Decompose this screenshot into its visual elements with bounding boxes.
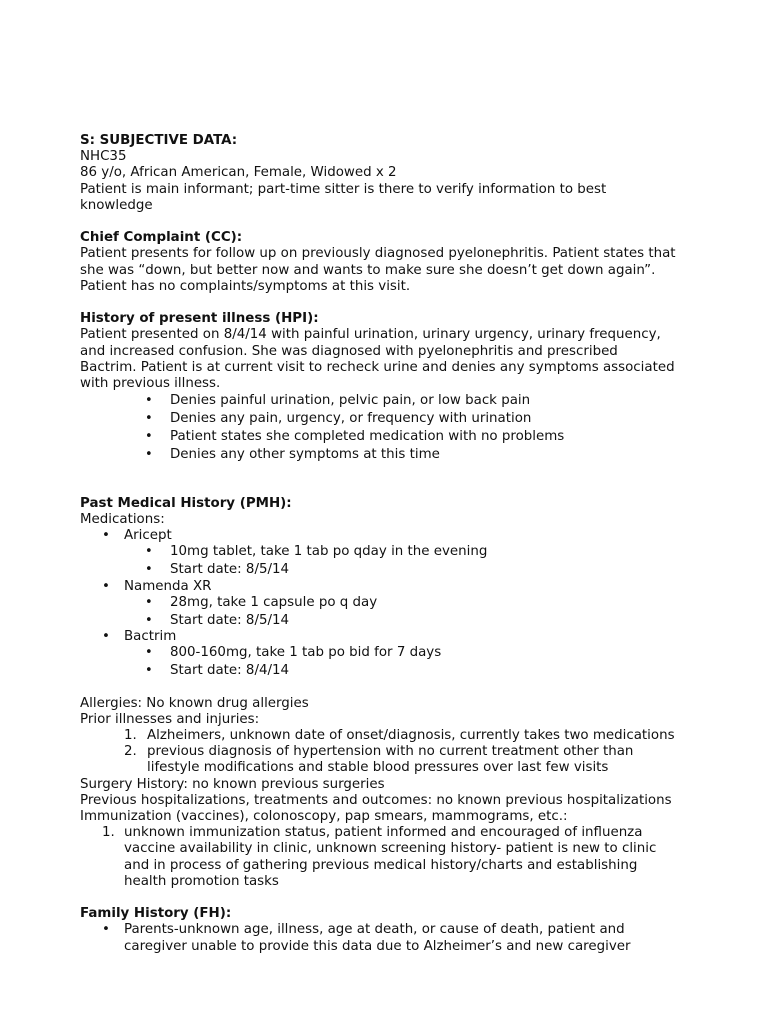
prior-illnesses-label: Prior illnesses and injuries:: [80, 711, 260, 727]
list-number: 1.: [124, 728, 137, 744]
patient-id: NHC35: [80, 149, 127, 165]
bullet-icon: •: [102, 578, 110, 594]
medication-detail: [80, 613, 720, 629]
bullet-icon: •: [145, 562, 153, 578]
hpi-heading: History of present illness (HPI):: [80, 311, 319, 327]
medication-detail: [80, 562, 720, 578]
hpi-line: and increased confusion. She was diagnosed with pyelonephritis and prescribed: [80, 343, 618, 359]
medication-item: [80, 528, 720, 544]
pmh-heading: Past Medical History (PMH):: [80, 495, 292, 511]
medications-label: Medications:: [80, 512, 165, 528]
bullet-icon: •: [102, 922, 110, 938]
hospitalizations-line: Previous hospitalizations, treatments and outcomes: no known previous hospitalizations: [80, 792, 672, 808]
immunization-item: [80, 825, 720, 890]
prior-illness-item: [80, 744, 720, 776]
medication-detail-text: Start date: 8/5/14: [170, 562, 290, 578]
list-number: 1.: [102, 825, 115, 841]
bullet-icon: •: [145, 645, 153, 661]
medication-detail: [80, 663, 720, 679]
immunization-label: Immunization (vaccines), colonoscopy, pap smears, mammograms, etc.:: [80, 809, 568, 825]
bullet-icon: •: [145, 544, 153, 560]
bullet-icon: •: [145, 663, 153, 679]
bullet-icon: •: [145, 393, 153, 409]
immunization-text: and in process of gathering previous medical history/charts and establishing: [124, 857, 638, 873]
chief-complaint-line: Patient presents for follow up on previously diagnosed pyelonephritis. Patient states that: [80, 246, 676, 262]
family-history-item: [80, 922, 720, 954]
hpi-bullet-text: Denies any pain, urgency, or frequency with urination: [170, 411, 532, 427]
hpi-bullet-item: [80, 393, 720, 409]
medication-detail-text: Start date: 8/5/14: [170, 612, 290, 628]
prior-illness-text: previous diagnosis of hypertension with no current treatment other than: [147, 744, 634, 760]
prior-illness-text: Alzheimers, unknown date of onset/diagnosis, currently takes two medications: [147, 728, 675, 744]
medication-detail: [80, 595, 720, 611]
hpi-bullet-text: Denies any other symptoms at this time: [170, 447, 440, 463]
medication-item: [80, 629, 720, 645]
hpi-line: Bactrim. Patient is at current visit to recheck urine and denies any symptoms associated: [80, 359, 675, 375]
prior-illness-text: lifestyle modifications and stable blood pressures over last few visits: [147, 760, 609, 776]
informant-line: knowledge: [80, 197, 153, 213]
hpi-line: with previous illness.: [80, 376, 221, 392]
medication-name: Aricept: [124, 528, 172, 544]
chief-complaint-heading: Chief Complaint (CC):: [80, 230, 243, 246]
medication-name: Namenda XR: [124, 578, 212, 594]
informant-line: Patient is main informant; part-time sitter is there to verify information to best: [80, 181, 607, 197]
list-number: 2.: [124, 744, 137, 760]
medication-detail: [80, 544, 720, 560]
bullet-icon: •: [102, 629, 110, 645]
allergies-line: Allergies: No known drug allergies: [80, 695, 309, 711]
bullet-icon: •: [145, 594, 153, 610]
family-history-heading: Family History (FH):: [80, 906, 232, 922]
bullet-icon: •: [145, 612, 153, 628]
bullet-icon: •: [145, 429, 153, 445]
hpi-bullet-text: Denies painful urination, pelvic pain, or low back pain: [170, 393, 531, 409]
hpi-bullet-item: [80, 447, 720, 463]
hpi-bullet-text: Patient states she completed medication with no problems: [170, 429, 565, 445]
immunization-text: unknown immunization status, patient informed and encouraged of influenza: [124, 825, 643, 841]
immunization-text: health promotion tasks: [124, 873, 279, 889]
medication-detail-text: Start date: 8/4/14: [170, 663, 290, 679]
bullet-icon: •: [102, 528, 110, 544]
medication-name: Bactrim: [124, 629, 177, 645]
document-page: [80, 133, 720, 955]
bullet-icon: •: [145, 447, 153, 463]
hpi-bullet-item: [80, 411, 720, 427]
subjective-heading: S: SUBJECTIVE DATA:: [80, 133, 238, 148]
medication-detail: [80, 645, 720, 661]
medication-detail-text: 28mg, take 1 capsule po q day: [170, 594, 378, 610]
medication-item: [80, 579, 720, 595]
family-history-text: caregiver unable to provide this data due to Alzheimer’s and new caregiver: [124, 938, 631, 954]
bullet-icon: •: [145, 411, 153, 427]
prior-illness-item: [80, 728, 720, 744]
hpi-bullet-item: [80, 429, 720, 445]
hpi-line: Patient presented on 8/4/14 with painful urination, urinary urgency, urinary frequency,: [80, 327, 661, 343]
medication-detail-text: 800-160mg, take 1 tab po bid for 7 days: [170, 645, 442, 661]
surgery-history: Surgery History: no known previous surgeries: [80, 776, 385, 792]
medication-detail-text: 10mg tablet, take 1 tab po qday in the evening: [170, 544, 488, 560]
patient-demographics: 86 y/o, African American, Female, Widowed x 2: [80, 165, 397, 181]
immunization-text: vaccine availability in clinic, unknown screening history- patient is new to clinic: [124, 841, 657, 857]
chief-complaint-line: Patient has no complaints/symptoms at this visit.: [80, 278, 411, 294]
chief-complaint-line: she was “down, but better now and wants to make sure she doesn’t get down again”.: [80, 262, 656, 278]
family-history-text: Parents-unknown age, illness, age at death, or cause of death, patient and: [124, 922, 625, 938]
